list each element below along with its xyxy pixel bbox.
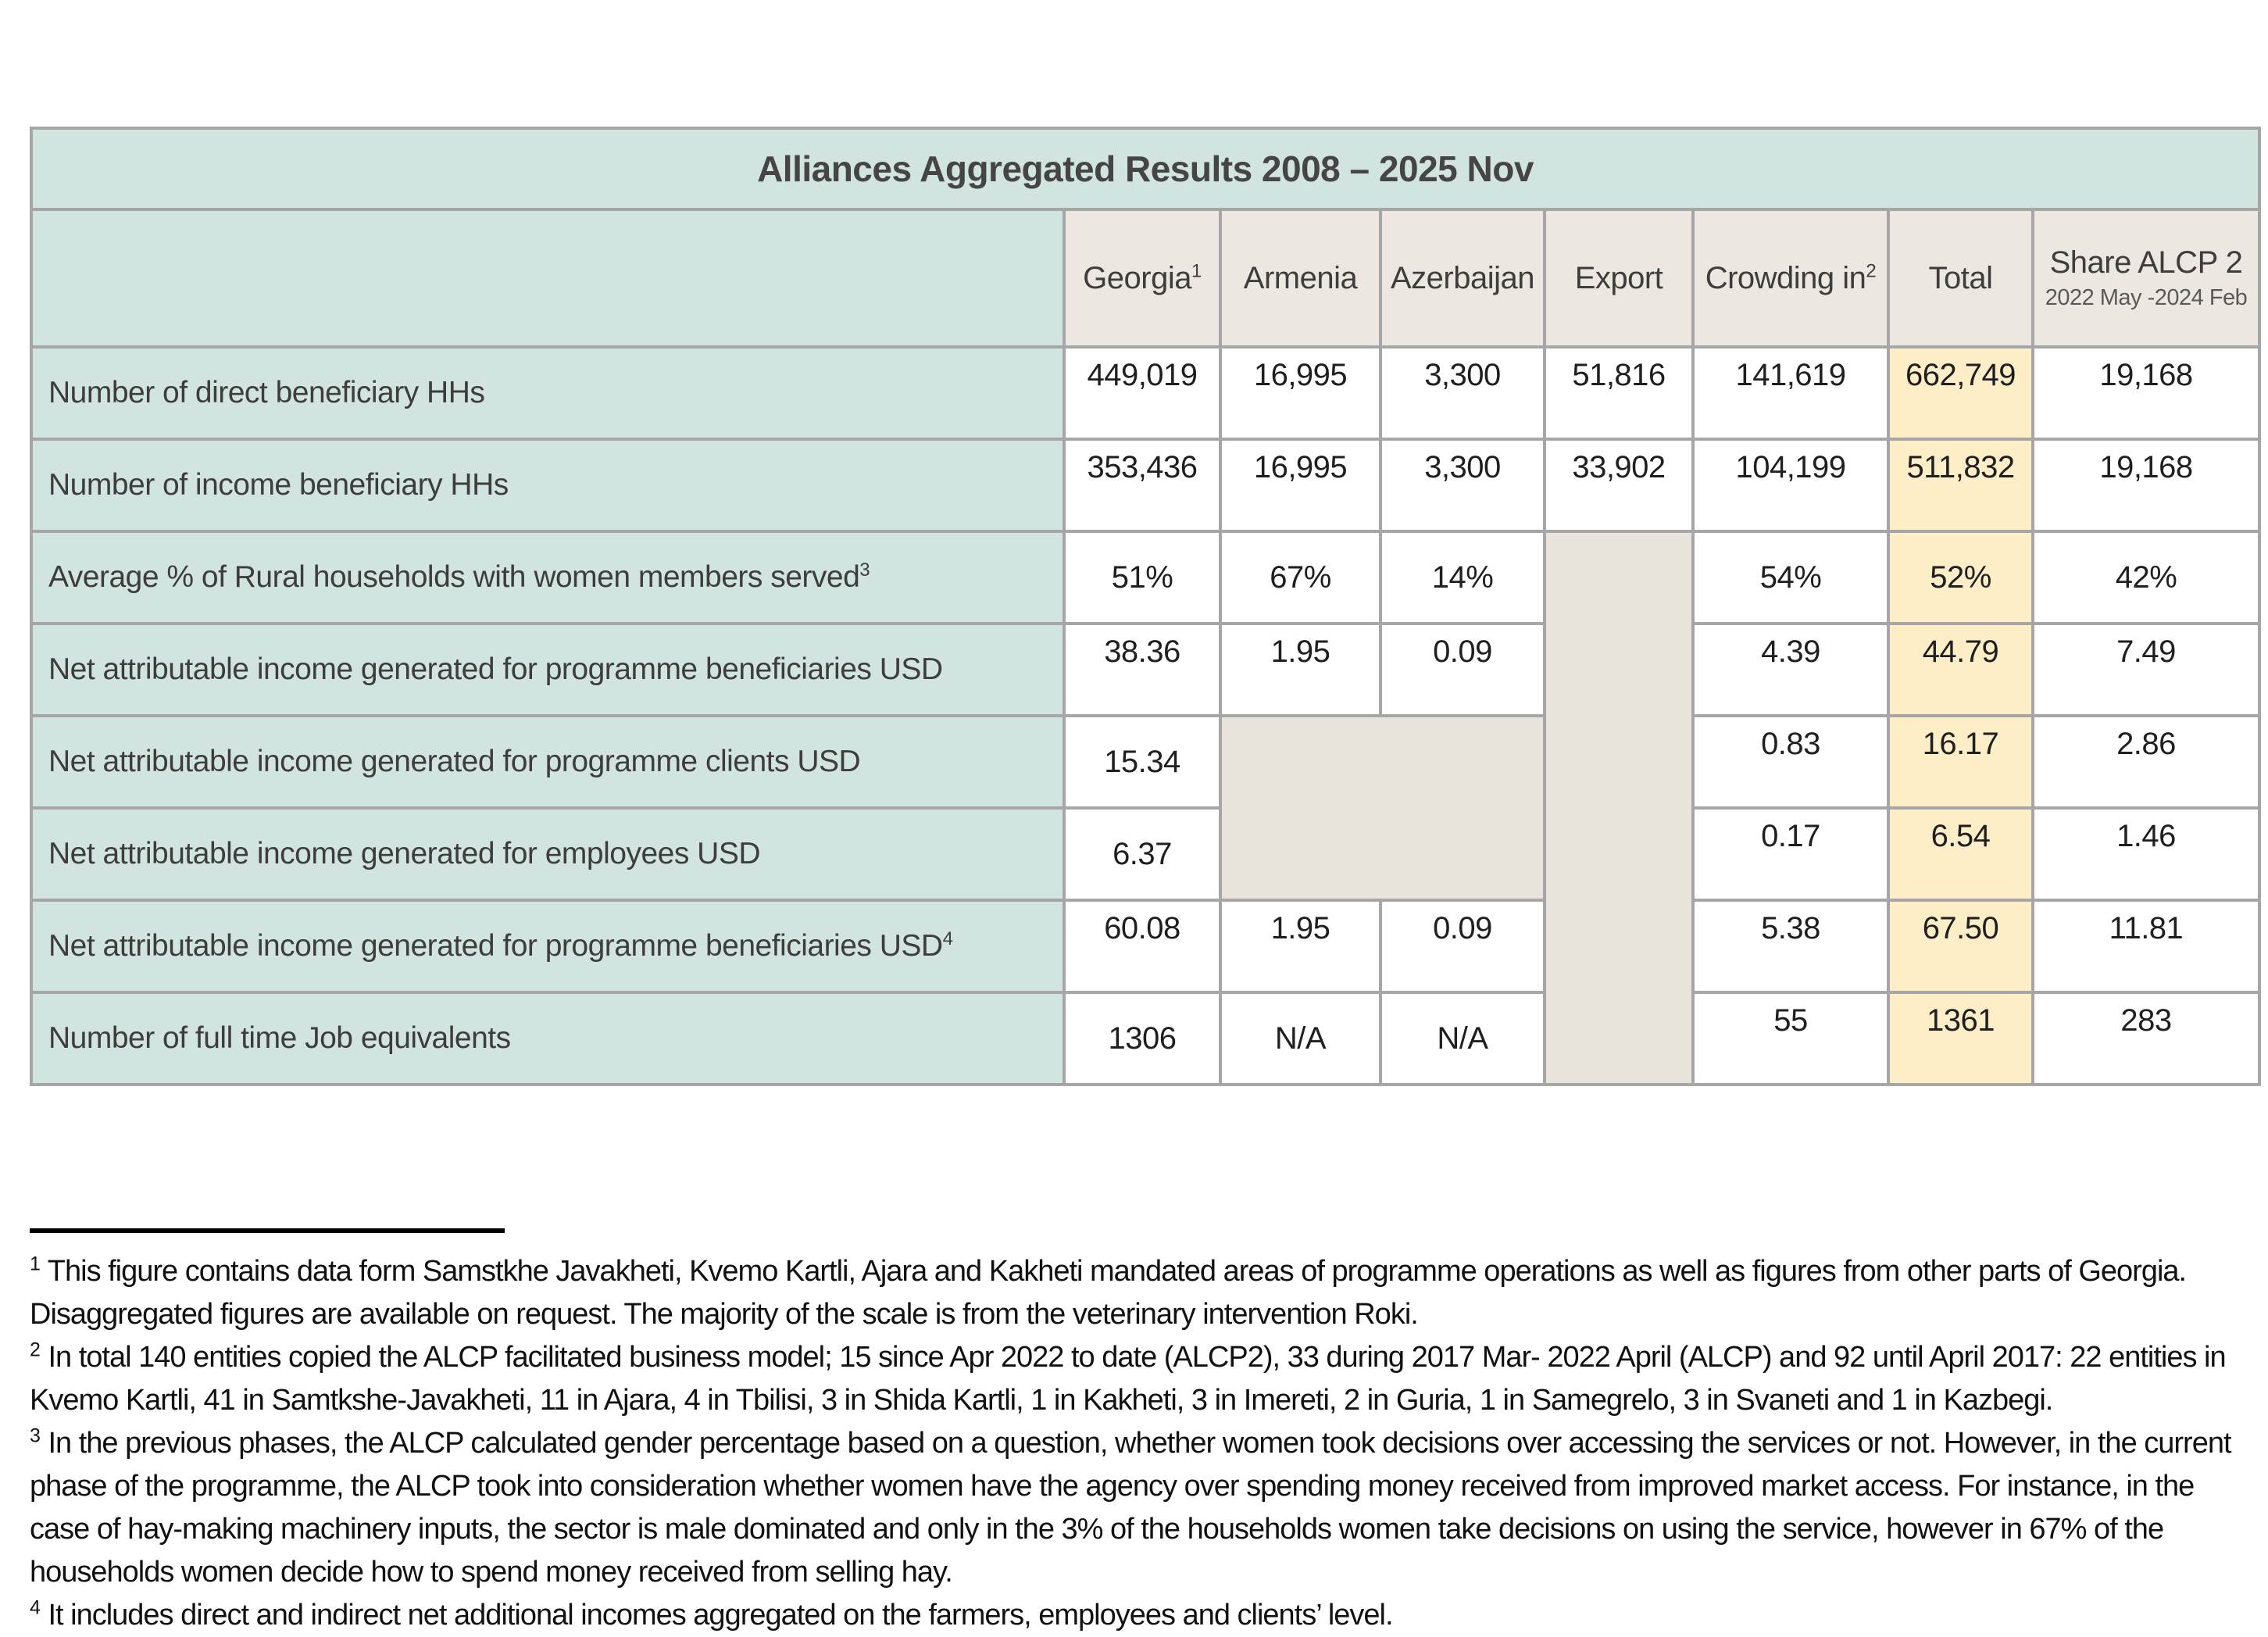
cell-share: 283	[2033, 992, 2259, 1085]
cell-azerbaijan: 0.09	[1380, 624, 1545, 716]
superscript: 4	[30, 1596, 41, 1619]
cell-export: 33,902	[1545, 439, 1693, 531]
col-header-azerbaijan	[1380, 209, 1545, 347]
footnote-text: It includes direct and indirect net additional incomes aggregated on the farmers, employees and clients’ level.	[48, 1599, 1393, 1632]
row-label-text: Average % of Rural households with women members served	[48, 560, 860, 594]
row-label	[31, 808, 1064, 900]
footnote-3	[30, 1422, 2248, 1594]
col-header-label: Crowding in	[1705, 260, 1866, 295]
cell-georgia: 38.36	[1064, 624, 1220, 716]
row-label-text: Net attributable income generated for programme clients USD	[48, 745, 861, 778]
cell-crowding: 5.38	[1693, 900, 1888, 992]
superscript: 1	[1191, 260, 1202, 282]
col-header-total	[1888, 209, 2033, 347]
cell-georgia: 15.34	[1064, 716, 1220, 808]
cell-armenia: 16,995	[1220, 347, 1380, 439]
superscript: 1	[30, 1253, 41, 1275]
cell-crowding: 4.39	[1693, 624, 1888, 716]
col-header-share-subtitle: 2022 May -2024 Feb	[2045, 285, 2248, 310]
superscript: 3	[859, 559, 870, 581]
cell-armenia: N/A	[1220, 992, 1380, 1085]
footnote-separator	[30, 1228, 505, 1233]
cell-armenia: 1.95	[1220, 900, 1380, 992]
col-header-label: Azerbaijan	[1390, 260, 1534, 295]
cell-crowding: 104,199	[1693, 439, 1888, 531]
cell-total: 662,749	[1888, 347, 2033, 439]
footnotes	[30, 1225, 2248, 1637]
row-label	[31, 992, 1064, 1085]
cell-azerbaijan: 3,300	[1380, 347, 1545, 439]
cell-total: 44.79	[1888, 624, 2033, 716]
cell-total: 511,832	[1888, 439, 2033, 531]
superscript: 3	[30, 1424, 41, 1447]
cell-georgia: 60.08	[1064, 900, 1220, 992]
cell-share: 19,168	[2033, 439, 2259, 531]
cell-georgia: 449,019	[1064, 347, 1220, 439]
row-label-text: Number of direct beneficiary HHs	[48, 376, 485, 409]
col-header-label: Georgia	[1083, 260, 1191, 295]
cell-total: 67.50	[1888, 900, 2033, 992]
row-label	[31, 716, 1064, 808]
cell-total: 52%	[1888, 531, 2033, 624]
cell-share: 11.81	[2033, 900, 2259, 992]
results-table	[30, 127, 2261, 1086]
export-merged-empty-cell	[1545, 531, 1693, 1085]
col-header-export	[1545, 209, 1693, 347]
cell-armenia: 16,995	[1220, 439, 1380, 531]
cell-crowding: 55	[1693, 992, 1888, 1085]
col-header-label: Total	[1928, 260, 1993, 295]
cell-share: 42%	[2033, 531, 2259, 624]
col-header-georgia	[1064, 209, 1220, 347]
col-header-armenia	[1220, 209, 1380, 347]
footnote-text: In total 140 entities copied the ALCP facilitated business model; 15 since Apr 2022 to date (ALCP2), 33 during 2017 Mar- 2022 April (ALCP) and 92 until April 2017: 22 entities in Kvemo Kartli, 41 in Samtkshe-Javakheti, 11 in Ajara, 4 in Tbilisi, 3 in Shida Kartli, 1 in Kakheti, 3 in Imereti, 2 in Guria, 1 in Samegrelo, 3 in Svaneti and 1 in Kazbegi.	[30, 1341, 2226, 1417]
row-label-text: Net attributable income generated for employees USD	[48, 837, 760, 870]
row-label-text: Number of income beneficiary HHs	[48, 468, 509, 502]
superscript: 2	[30, 1339, 41, 1361]
row-label-text: Net attributable income generated for programme beneficiaries USD	[48, 652, 943, 686]
superscript: 4	[942, 928, 953, 949]
cell-export: 51,816	[1545, 347, 1693, 439]
col-header-crowding-in	[1693, 209, 1888, 347]
col-header-label: Share ALCP 2	[2049, 245, 2243, 280]
cell-share: 1.46	[2033, 808, 2259, 900]
row-label-text: Number of full time Job equivalents	[48, 1021, 511, 1055]
col-header-share-alcp2	[2033, 209, 2259, 347]
footnote-text: This figure contains data form Samstkhe Javakheti, Kvemo Kartli, Ajara and Kakheti mandated areas of programme operations as well as figures from other parts of Georgia. Disaggregated figures are available on request. The majority of the scale is from the veterinary intervention Roki.	[30, 1255, 2187, 1331]
row-label	[31, 531, 1064, 624]
cell-azerbaijan: N/A	[1380, 992, 1545, 1085]
row-label	[31, 347, 1064, 439]
cell-georgia: 6.37	[1064, 808, 1220, 900]
cell-crowding: 0.83	[1693, 716, 1888, 808]
row-label	[31, 624, 1064, 716]
header-corner-cell	[31, 209, 1064, 347]
table-title: Alliances Aggregated Results 2008 – 2025 Nov	[31, 128, 2259, 209]
row-label	[31, 900, 1064, 992]
row-label-text: Net attributable income generated for programme beneficiaries USD	[48, 929, 943, 963]
armenia-azerbaijan-merged-empty-cell	[1220, 716, 1545, 900]
cell-armenia: 1.95	[1220, 624, 1380, 716]
cell-azerbaijan: 3,300	[1380, 439, 1545, 531]
footnote-text: In the previous phases, the ALCP calculated gender percentage based on a question, whether women took decisions over accessing the services or not. However, in the current phase of the programme, the ALCP took into consideration whether women have the agency over spending money received from improved market access. For instance, in the case of hay-making machinery inputs, the sector is male dominated and only in the 3% of the households women take decisions on using the service, however in 67% of the households women decide how to spend money received from selling hay.	[30, 1427, 2231, 1589]
col-header-label: Armenia	[1243, 260, 1358, 295]
cell-total: 16.17	[1888, 716, 2033, 808]
cell-crowding: 0.17	[1693, 808, 1888, 900]
superscript: 2	[1866, 260, 1877, 282]
cell-georgia: 353,436	[1064, 439, 1220, 531]
cell-azerbaijan: 14%	[1380, 531, 1545, 624]
cell-azerbaijan: 0.09	[1380, 900, 1545, 992]
cell-share: 2.86	[2033, 716, 2259, 808]
cell-share: 7.49	[2033, 624, 2259, 716]
col-header-label: Export	[1574, 260, 1663, 295]
cell-crowding: 141,619	[1693, 347, 1888, 439]
footnote-1	[30, 1250, 2248, 1336]
row-label	[31, 439, 1064, 531]
cell-total: 6.54	[1888, 808, 2033, 900]
cell-armenia: 67%	[1220, 531, 1380, 624]
cell-crowding: 54%	[1693, 531, 1888, 624]
cell-share: 19,168	[2033, 347, 2259, 439]
footnote-4	[30, 1594, 2248, 1637]
cell-georgia: 51%	[1064, 531, 1220, 624]
cell-total: 1361	[1888, 992, 2033, 1085]
footnote-2	[30, 1336, 2248, 1422]
cell-georgia: 1306	[1064, 992, 1220, 1085]
